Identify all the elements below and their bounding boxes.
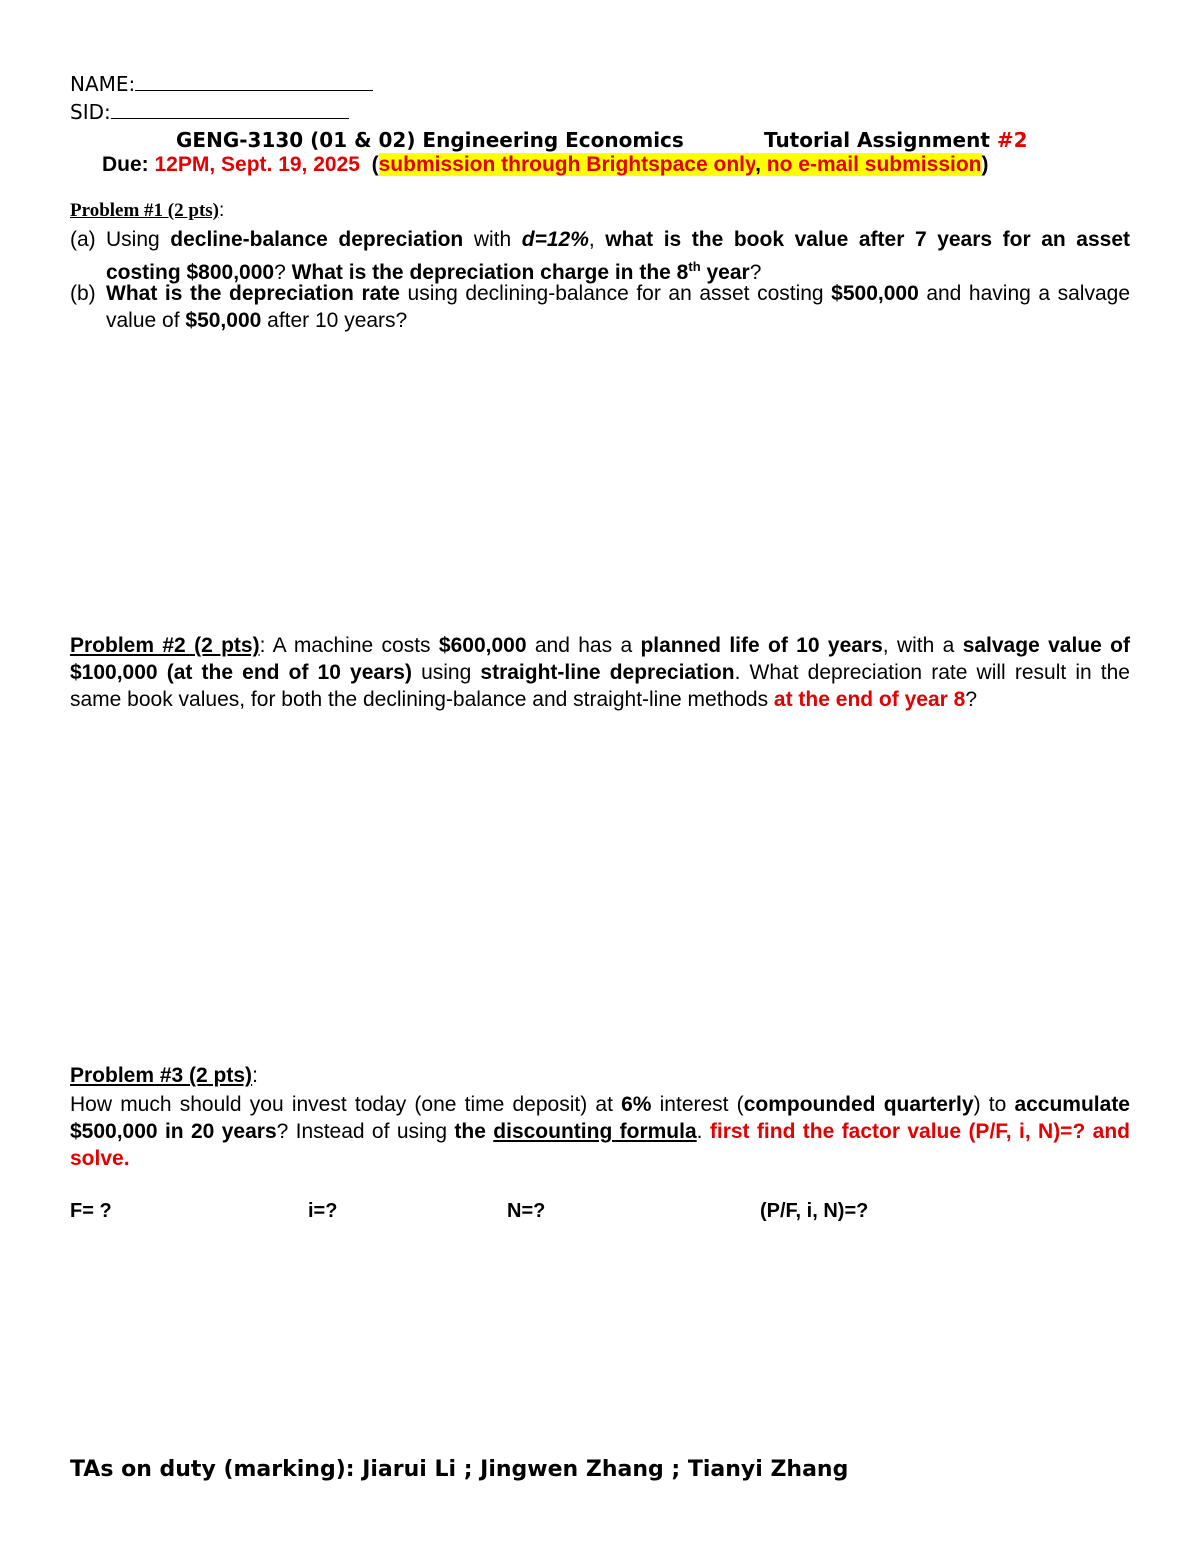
problem1-heading: Problem #1 (2 pts): [70,200,225,221]
due-label: Due: [102,153,155,176]
part-a-label: (a) [70,228,96,251]
due-date: 12PM, Sept. 19, 2025 [154,153,360,176]
name-label: NAME: [70,72,136,96]
name-blank [135,72,373,91]
problem3-body: How much should you invest today (one time deposit) at 6% interest (compounded quarterly) to accumulate $500,000 in 20 years? Instead of using the discounting formula. first find the factor value (P/F, i, N)=? and solve. [70,1093,1130,1170]
sid-field [70,100,349,124]
problem2-title: Problem #2 (2 pts) [70,634,260,657]
assignment-number: #2 [996,128,1028,152]
problem3-heading: Problem #3 (2 pts): [70,1064,258,1087]
submission-note: submission through Brightspace only [378,153,756,176]
part-a-text: Using decline-balance depreciation with d=12%, what is the book value after 7 years for an asset costing $800,000? What is the depreciation charge in the 8th year? [106,228,1131,284]
sid-label: SID: [70,100,111,124]
var-factor: (P/F, i, N)=? [760,1200,869,1222]
assignment-title [764,128,1028,152]
email-note: no e-mail submission [766,153,982,176]
problem1-part-b [70,280,1130,334]
part-b-label: (b) [70,282,96,305]
due-line: Due: 12PM, Sept. 19, 2025 (submission through Brightspace only, no e-mail submission) [102,153,989,176]
part-b-text: What is the depreciation rate using declining-balance for an asset costing $500,000 and having a salvage value of $50,000 after 10 years? [106,282,1130,332]
tas-on-duty: TAs on duty (marking): Jiarui Li ; Jingwen Zhang ; Tianyi Zhang [70,1457,849,1482]
problem1-title: Problem #1 (2 pts) [70,200,219,221]
assignment-label: Tutorial Assignment [764,128,997,152]
var-n: N=? [507,1200,546,1222]
problem1-part-a [70,226,1130,286]
course-title: GENG-3130 (01 & 02) Engineering Economics [176,128,684,152]
sid-blank [111,100,349,119]
var-i: i=? [308,1200,338,1222]
problem3-title: Problem #3 (2 pts) [70,1064,253,1087]
name-field [70,72,373,96]
problem2: Problem #2 (2 pts): A machine costs $600,000 and has a planned life of 10 years, with a salvage value of $100,000 (at the end of 10 years) using straight-line depreciation. What depreciation rate will result in the same book values, for both the declining-balance and straight-line methods at the end of year 8? [70,634,1130,711]
var-f: F= ? [70,1200,112,1222]
